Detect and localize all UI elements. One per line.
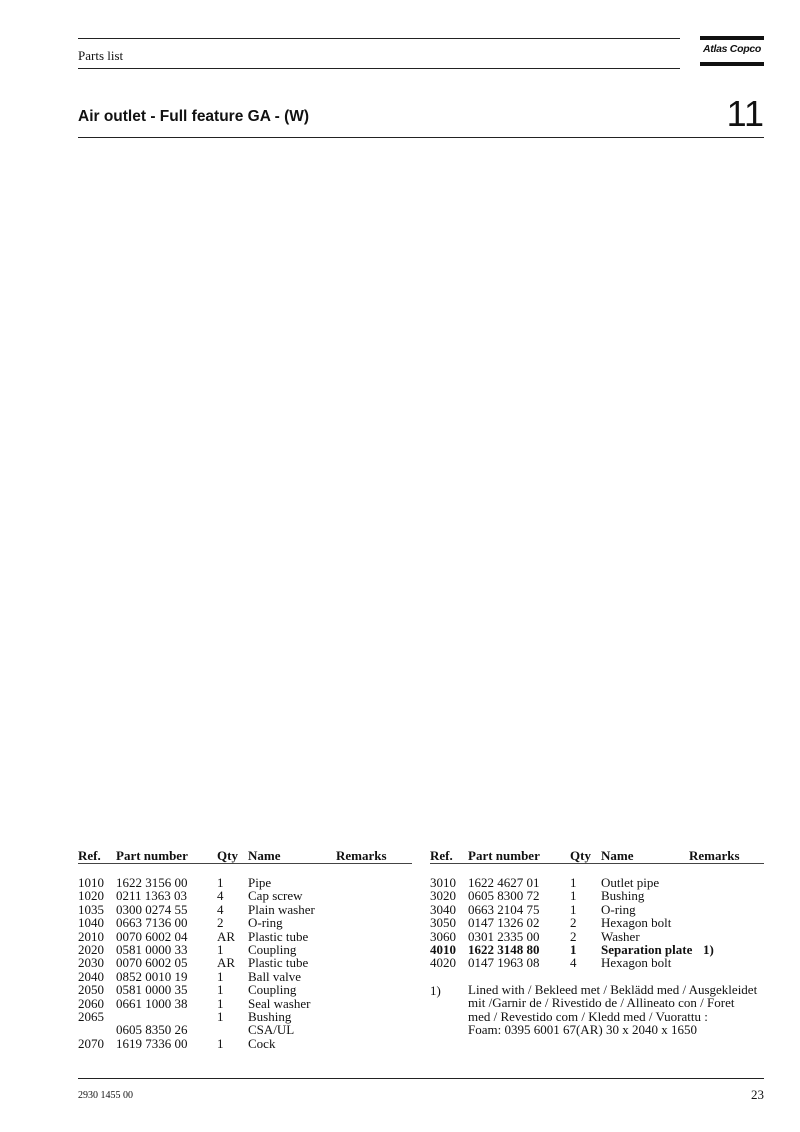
name-cell: Outlet pipe [601, 875, 660, 890]
document-number: 2930 1455 00 [78, 1090, 133, 1101]
remarks-cell [703, 916, 743, 929]
table-row [78, 983, 396, 996]
part-number-cell: 1622 4627 01 [468, 875, 540, 890]
footnote-line: mit /Garnir de / Rivestido de / Allineato con / Foret [468, 995, 735, 1011]
page-number: 23 [751, 1087, 764, 1102]
ref-cell: 2030 [78, 955, 104, 971]
name-cell: Hexagon bolt [601, 955, 672, 971]
right-parts-table [430, 876, 743, 970]
page-title: Air outlet - Full feature GA - (W) [78, 108, 310, 125]
table-row [430, 943, 743, 956]
part-number-cell: 0070 6002 05 [116, 955, 188, 971]
header-rule-top [78, 38, 680, 39]
ref-cell: 1035 [78, 901, 104, 917]
ref-cell: 3050 [430, 915, 456, 931]
part-number-cell: 0661 1000 38 [116, 995, 188, 1011]
table-row [78, 889, 396, 902]
logo-bar-top [700, 36, 764, 40]
ref-cell: 3020 [430, 888, 456, 904]
remarks-cell [336, 916, 396, 929]
remarks-cell: 1) [703, 942, 714, 958]
header-rule-bottom [78, 68, 680, 69]
part-number-cell: 0852 0010 19 [116, 968, 188, 984]
left-parts-table [78, 876, 396, 1050]
remarks-cell [703, 876, 743, 889]
name-cell: Hexagon bolt [601, 915, 672, 931]
qty-cell: AR [217, 955, 236, 971]
part-number-cell: 0147 1326 02 [468, 915, 540, 931]
remarks-cell [336, 930, 396, 943]
name-cell: CSA/UL [248, 1022, 295, 1038]
name-cell: O-ring [601, 901, 636, 917]
footnote-line: med / Revestido com / Kledd med / Vuorattu : [468, 1008, 708, 1024]
ref-cell [78, 1023, 116, 1036]
table-row [78, 997, 396, 1010]
table-row [430, 889, 743, 902]
ref-cell: 3040 [430, 901, 456, 917]
footer-rule [78, 1078, 764, 1079]
remarks-cell [336, 943, 396, 956]
logo-text: Atlas Copco [703, 43, 761, 55]
name-cell: Cap screw [248, 888, 303, 904]
ref-cell: 3010 [430, 875, 456, 890]
name-cell: Seal washer [248, 995, 311, 1011]
qty-cell: 2 [217, 915, 224, 931]
qty-cell: AR [217, 928, 236, 944]
part-number-cell: 0605 8300 72 [468, 888, 540, 904]
table-row [78, 916, 396, 929]
ref-cell: 1040 [78, 915, 104, 931]
table-row [78, 1010, 396, 1023]
remarks-cell [336, 1037, 396, 1050]
ref-cell: 2020 [78, 942, 104, 958]
remarks-cell [703, 903, 743, 916]
name-cell: Separation plate [601, 942, 693, 958]
ref-cell: 2060 [78, 995, 104, 1011]
table-row [78, 903, 396, 916]
qty-cell: 1 [217, 875, 224, 890]
ref-cell: 4020 [430, 955, 456, 971]
part-number-cell: 1622 3148 80 [468, 942, 540, 958]
left-col-remarks: Remarks [336, 848, 387, 863]
part-number-cell: 0663 7136 00 [116, 915, 188, 931]
ref-cell: 2040 [78, 968, 104, 984]
part-number-cell: 0663 2104 75 [468, 901, 540, 917]
name-cell: Coupling [248, 982, 297, 998]
remarks-cell [336, 903, 396, 916]
qty-cell: 1 [570, 888, 577, 904]
name-cell: Cock [248, 1035, 276, 1051]
ref-cell: 1010 [78, 875, 104, 890]
qty-cell: 4 [570, 955, 577, 971]
right-col-name: Name [601, 848, 634, 863]
table-row [78, 1023, 396, 1036]
part-number-cell [116, 1010, 217, 1023]
table-row [430, 903, 743, 916]
name-cell: Bushing [601, 888, 645, 904]
left-col-part-number: Part number [116, 848, 188, 863]
table-row [430, 916, 743, 929]
chapter-number: 11 [726, 93, 764, 134]
remarks-cell [703, 956, 743, 969]
part-number-cell: 0147 1963 08 [468, 955, 540, 971]
title-rule [78, 137, 764, 138]
footnote-line: Foam: 0395 6001 67(AR) 30 x 2040 x 1650 [468, 1022, 697, 1038]
ref-cell: 4010 [430, 942, 456, 958]
right-col-part-number: Part number [468, 848, 540, 863]
part-number-cell: 0605 8350 26 [116, 1022, 188, 1038]
part-number-cell: 0581 0000 33 [116, 942, 188, 958]
qty-cell: 1 [217, 968, 224, 984]
remarks-cell [336, 997, 396, 1010]
table-row [430, 876, 743, 889]
ref-cell: 2070 [78, 1035, 104, 1051]
qty-cell: 1 [570, 942, 577, 958]
remarks-cell [336, 889, 396, 902]
name-cell: Washer [601, 928, 640, 944]
name-cell: Plain washer [248, 901, 315, 917]
brand-logo [700, 36, 764, 70]
logo-bar-bottom [700, 62, 764, 66]
ref-cell: 3060 [430, 928, 456, 944]
qty-cell: 1 [217, 942, 224, 958]
remarks-cell [336, 876, 396, 889]
ref-cell: 2050 [78, 982, 104, 998]
part-number-cell: 0070 6002 04 [116, 928, 188, 944]
part-number-cell: 1622 3156 00 [116, 875, 188, 890]
remarks-cell [336, 1010, 396, 1023]
remarks-cell [703, 889, 743, 902]
right-col-qty: Qty [570, 848, 591, 863]
name-cell: Coupling [248, 942, 297, 958]
name-cell: O-ring [248, 915, 283, 931]
qty-cell: 2 [570, 915, 577, 931]
qty-cell: 1 [217, 982, 224, 998]
remarks-cell [336, 956, 396, 969]
remarks-cell [336, 1023, 396, 1036]
ref-cell: 2065 [78, 1009, 104, 1025]
right-header-rule [430, 863, 764, 864]
name-cell: Bushing [248, 1009, 292, 1025]
right-col-ref: Ref. [430, 848, 453, 863]
part-number-cell: 1619 7336 00 [116, 1035, 188, 1051]
table-row [78, 1037, 396, 1050]
table-row [78, 930, 396, 943]
table-row [78, 970, 396, 983]
name-cell: Ball valve [248, 968, 302, 984]
qty-cell: 1 [570, 875, 577, 890]
footnote-text [468, 983, 768, 1037]
part-number-cell: 0211 1363 03 [116, 888, 188, 904]
qty-cell: 4 [217, 888, 224, 904]
part-number-cell: 0301 2335 00 [468, 928, 540, 944]
table-row [430, 956, 743, 969]
left-col-ref: Ref. [78, 848, 101, 863]
table-row [78, 956, 396, 969]
left-col-name: Name [248, 848, 281, 863]
qty-cell: 1 [570, 901, 577, 917]
name-cell: Pipe [248, 875, 272, 890]
qty-cell: 1 [217, 995, 224, 1011]
table-row [78, 943, 396, 956]
remarks-cell [336, 970, 396, 983]
name-cell: Plastic tube [248, 928, 309, 944]
qty-cell: 4 [217, 901, 224, 917]
left-header-rule [78, 863, 412, 864]
ref-cell: 2010 [78, 928, 104, 944]
left-col-qty: Qty [217, 848, 238, 863]
part-number-cell: 0581 0000 35 [116, 982, 188, 998]
part-number-cell: 0300 0274 55 [116, 901, 188, 917]
footnote-line: Lined with / Bekleed met / Beklädd med / Ausgekleidet [468, 982, 758, 997]
qty-cell [217, 1023, 248, 1036]
qty-cell: 2 [570, 928, 577, 944]
footnote-marker: 1) [430, 983, 441, 998]
ref-cell: 1020 [78, 888, 104, 904]
qty-cell: 1 [217, 1009, 224, 1025]
name-cell: Plastic tube [248, 955, 309, 971]
table-row [430, 930, 743, 943]
qty-cell: 1 [217, 1035, 224, 1051]
remarks-cell [336, 983, 396, 996]
remarks-cell [703, 930, 743, 943]
section-label: Parts list [78, 48, 124, 63]
table-row [78, 876, 396, 889]
right-col-remarks: Remarks [689, 848, 740, 863]
